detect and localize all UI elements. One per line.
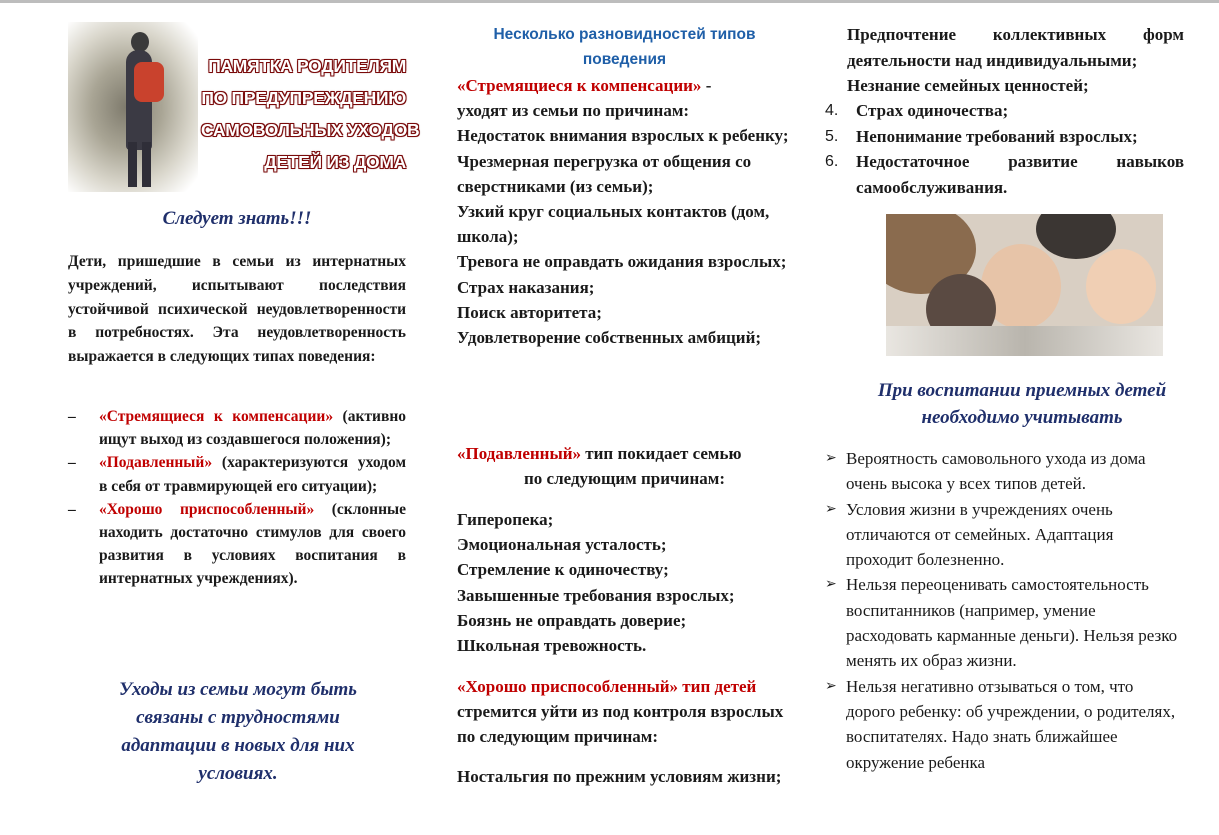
list-item: Узкий круг социальных контактов (дом, школа); [457, 202, 770, 247]
suppressed-section [457, 441, 792, 491]
type-name: «Стремящиеся к компенсации» [99, 408, 334, 425]
item-text: Недостаточное развитие навыков самообслуживания. [856, 152, 1184, 197]
top-rule [0, 0, 1219, 3]
suppressed-name: «Подавленный» [457, 444, 582, 463]
list-item: Поиск авторитета; [457, 302, 602, 322]
list-item: ➢ Нельзя переоценивать самостоятельность воспитанников (например, умение расходовать карманные деньги). Нельзя резко менять их образ жизни. [822, 572, 1184, 673]
list-item [68, 451, 406, 497]
memo-title-line: ДЕТЕЙ ИЗ ДОМА [264, 152, 406, 172]
memo-title-line: ПО ПРЕДУПРЕЖДЕНИЮ [201, 88, 406, 108]
suppressed-lead: тип покидает семью [581, 444, 742, 463]
memo-header-image [68, 22, 420, 192]
list-item: Стремление к одиночеству; [457, 560, 669, 580]
list-item: Школьная тревожность. [457, 636, 647, 656]
list-item [68, 498, 406, 591]
walking-child-photo [68, 22, 198, 192]
list-item: Удовлетворение собственных амбиций; [457, 328, 762, 348]
type-name: «Подавленный» [99, 454, 213, 472]
adapted-section [457, 674, 792, 750]
item-number: 5. [825, 127, 839, 145]
adapted-name: «Хорошо приспособленный» тип детей [457, 677, 757, 696]
compensation-dash: - [701, 76, 712, 95]
list-item [822, 124, 1184, 150]
type-desc: (характеризуются уходом в себя от травмирующей его ситуации); [99, 454, 406, 495]
child-leg [142, 142, 151, 187]
list-item [822, 98, 1184, 124]
types-title: Несколько разновидностей типов поведения [493, 26, 756, 68]
list-item: Недостаток внимания взрослых к ребенку; [457, 126, 789, 146]
crying-children-collage [886, 214, 1163, 356]
list-item: Чрезмерная перегрузка от общения со сверстниками (из семьи); [457, 151, 752, 196]
type-desc: (активно ищут выход из создавшегося положения); [99, 408, 406, 449]
list-item: Завышенные требования взрослых; [457, 585, 735, 605]
suppressed-lead-2: по следующим причинам: [524, 469, 725, 489]
list-item: Боязнь не оправдать доверие; [457, 610, 687, 630]
list-item: ➢ Вероятность самовольного ухода из дома очень высока у всех типов детей. [822, 446, 1184, 497]
type-name: «Хорошо приспособленный» [99, 500, 315, 518]
list-item: Ностальгия по прежним условиям жизни; [457, 767, 782, 786]
child-leg [128, 142, 137, 187]
suppressed-reasons [457, 507, 792, 658]
numbered-reasons [822, 98, 1184, 200]
list-item: ➢ Нельзя негативно отзываться о том, что дорого ребенку: об учреждении, о родителях, воспитателях. Надо знать ближайшее окружение ребенка [822, 674, 1184, 775]
item-text: Непонимание требований взрослых; [856, 126, 1138, 146]
compensation-lead: уходят из семьи по причинам: [457, 101, 690, 121]
memo-title-line: САМОВОЛЬНЫХ УХОДОВ [201, 120, 420, 140]
consider-heading: При воспитании приемных детей необходимо учитывать [877, 380, 1167, 428]
list-item: Гиперопека; [457, 510, 554, 529]
behavior-types-list [68, 405, 406, 591]
item-number: 6. [825, 153, 839, 170]
list-item: Тревога не оправдать ожидания взрослых; [457, 252, 787, 272]
item-text: Страх одиночества; [856, 101, 1009, 120]
memo-title-line: ПАМЯТКА РОДИТЕЛЯМ [208, 56, 406, 76]
type-desc: (склонные находить достаточно стимулов для своего развития в условиях воспитания в интернатных учреждениях). [99, 500, 406, 588]
compensation-section [457, 73, 792, 350]
child-face [1086, 249, 1156, 324]
memo-title [201, 50, 420, 178]
list-item: ➢ Условия жизни в учреждениях очень отличаются от семейных. Адаптация проходит болезненно. [822, 497, 1184, 573]
compensation-name: «Стремящиеся к компенсации» [457, 76, 702, 95]
adapted-lead: стремится уйти из под контроля взрослых по следующим причинам: [457, 702, 784, 747]
adapted-reasons-continued [847, 22, 1184, 99]
floor-stripes [886, 326, 1163, 356]
know-heading: Следует знать!!! [162, 208, 312, 229]
intro-paragraph: Дети, пришедшие в семьи из интернатных учреждений, испытывают последствия устойчивой психической неудовлетворенности в потребностях. Эта неудовлетворенность выражается в следующих типах поведения: [68, 253, 406, 366]
leaving-note: Уходы из семьи могут быть связаны с трудностями адаптации в новых для них условиях. [119, 679, 357, 784]
adapted-reasons [457, 764, 792, 789]
guidelines-list [822, 446, 1184, 775]
list-item [68, 405, 406, 451]
red-backpack [134, 62, 164, 102]
list-item: Предпочтение коллективных форм деятельности над индивидуальными; [847, 25, 1184, 70]
list-item [822, 149, 1184, 200]
list-item: Эмоциональная усталость; [457, 535, 667, 555]
item-number: 4. [825, 102, 839, 119]
list-item: Незнание семейных ценностей; [847, 76, 1089, 95]
list-item: Страх наказания; [457, 277, 595, 297]
child-head [131, 32, 149, 52]
